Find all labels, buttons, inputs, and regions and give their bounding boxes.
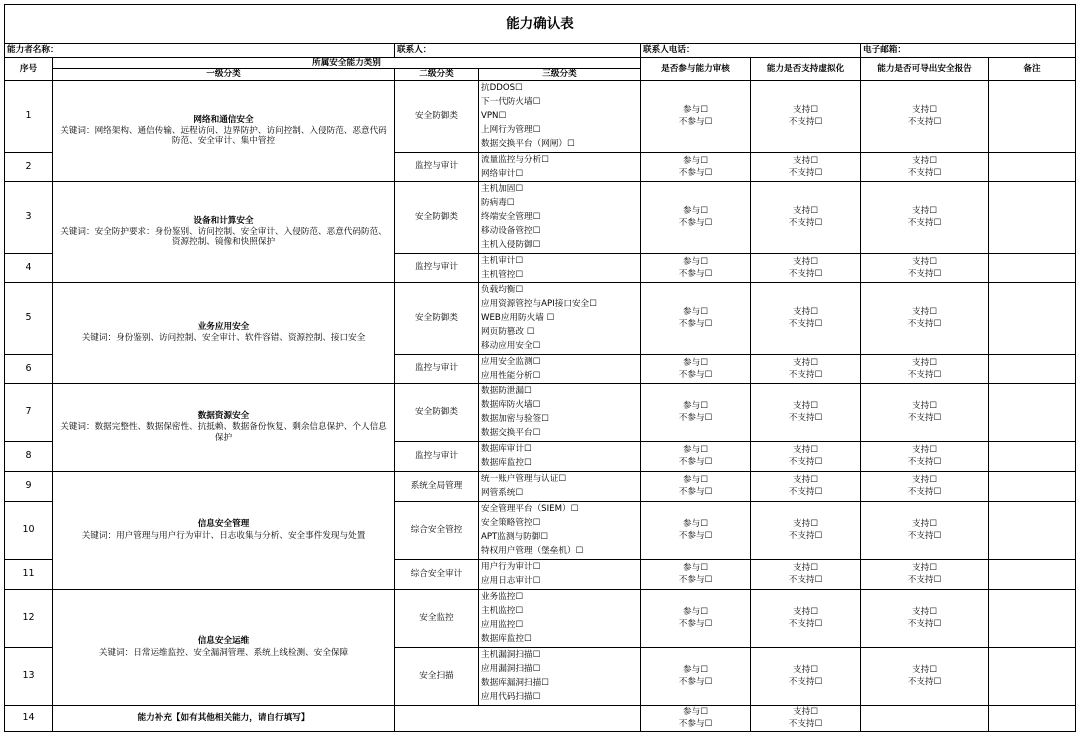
virtualize-cell-option-no[interactable]: 不支持☐ xyxy=(788,719,823,730)
category-level1 xyxy=(53,589,395,705)
participate-cell-option-no[interactable]: 不参与☐ xyxy=(678,319,713,330)
virtualize-cell-option-no[interactable]: 不支持☐ xyxy=(788,319,823,330)
remark-cell[interactable] xyxy=(989,705,1076,731)
level3-checkbox-item[interactable]: 数据防泄漏☐ xyxy=(481,386,532,397)
participate-cell-option-yes[interactable]: 参与☐ xyxy=(683,563,708,574)
level3-checkbox-item[interactable]: 应用监控☐ xyxy=(481,620,524,631)
remark-cell[interactable] xyxy=(989,354,1076,383)
category-level1 xyxy=(53,471,395,589)
virtualize-cell-option-no[interactable]: 不支持☐ xyxy=(788,117,823,128)
level3-checkbox-item[interactable]: 下一代防火墙☐ xyxy=(481,97,541,108)
participate-cell-option-no[interactable]: 不参与☐ xyxy=(678,575,713,586)
participate-cell-option-no[interactable]: 不参与☐ xyxy=(678,413,713,424)
form-title: 能力确认表 xyxy=(5,5,1076,44)
level3-checkbox-item[interactable]: 负载均衡☐ xyxy=(481,285,524,296)
virtualize-cell xyxy=(751,383,861,441)
remark-cell[interactable] xyxy=(989,80,1076,152)
category-level1 xyxy=(53,383,395,471)
row-seq: 12 xyxy=(5,589,53,647)
level3-checkbox-item[interactable]: 移动设备管控☐ xyxy=(481,226,541,237)
category-keywords: 关键词：身份鉴别、访问控制、安全审计、软件容错、资源控制、接口安全 xyxy=(81,333,366,344)
participate-cell-option-yes[interactable]: 参与☐ xyxy=(683,665,708,676)
level3-checkbox-item[interactable]: 网络审计☐ xyxy=(481,168,524,179)
virtualize-cell xyxy=(751,471,861,501)
level3-checkbox-item[interactable]: 终端安全管理☐ xyxy=(481,212,541,223)
level3-checkbox-item[interactable]: 主机加固☐ xyxy=(481,184,524,195)
category-level2: 安全防御类 xyxy=(395,282,479,354)
category-level2: 监控与审计 xyxy=(395,354,479,383)
remark-cell[interactable] xyxy=(989,589,1076,647)
table-row xyxy=(5,383,1076,441)
category-keywords: 关键词：网络架构、通信传输、远程访问、边界防护、访问控制、入侵防范、恶意代码防范、安全审计、集中管控 xyxy=(60,125,387,147)
participate-cell-option-no[interactable]: 不参与☐ xyxy=(678,457,713,468)
report-cell-option-no[interactable]: 不支持☐ xyxy=(907,677,942,688)
provider-name-field[interactable]: 能力者名称： xyxy=(5,44,395,58)
report-cell-option-no[interactable]: 不支持☐ xyxy=(907,487,942,498)
virtualize-cell xyxy=(751,501,861,559)
table-row xyxy=(5,282,1076,354)
virtualize-cell xyxy=(751,253,861,282)
participate-cell xyxy=(641,705,751,731)
report-cell-option-no[interactable]: 不支持☐ xyxy=(907,218,942,229)
level3-checkbox-item[interactable]: 业务监控☐ xyxy=(481,592,524,603)
level3-checkbox-item[interactable]: 主机入侵防御☐ xyxy=(481,240,541,251)
report-cell-option-yes[interactable]: 支持☐ xyxy=(912,357,937,368)
report-cell-option-yes[interactable]: 支持☐ xyxy=(912,155,937,166)
category-level3 xyxy=(479,282,641,354)
participate-cell-option-no[interactable]: 不参与☐ xyxy=(678,487,713,498)
category-level3 xyxy=(479,559,641,589)
level3-checkbox-item[interactable]: 安全策略管控☐ xyxy=(481,518,541,529)
participate-cell xyxy=(641,253,751,282)
report-cell-option-no[interactable]: 不支持☐ xyxy=(907,319,942,330)
report-cell-option-no[interactable]: 不支持☐ xyxy=(907,457,942,468)
participate-cell xyxy=(641,181,751,253)
contact-field[interactable]: 联系人： xyxy=(395,44,641,58)
report-cell xyxy=(861,647,989,705)
category-level1 xyxy=(53,181,395,282)
report-cell xyxy=(861,441,989,471)
level3-checkbox-item[interactable]: 网管系统☐ xyxy=(481,488,524,499)
participate-cell-option-yes[interactable]: 参与☐ xyxy=(683,475,708,486)
category-level3 xyxy=(479,80,641,152)
category-keywords: 关键词：日常运维监控、安全漏洞管理、系统上线检测、安全保障 xyxy=(98,647,349,658)
participate-cell xyxy=(641,471,751,501)
virtualize-cell-option-no[interactable]: 不支持☐ xyxy=(788,413,823,424)
row-seq: 11 xyxy=(5,559,53,589)
participate-cell-option-yes[interactable]: 参与☐ xyxy=(683,256,708,267)
participate-cell-option-no[interactable]: 不参与☐ xyxy=(678,619,713,630)
level3-checkbox-item[interactable]: 应用日志审计☐ xyxy=(481,576,541,587)
report-cell xyxy=(861,152,989,181)
row-seq: 10 xyxy=(5,501,53,559)
table-row xyxy=(5,705,1076,731)
category-name: 设备和计算安全 xyxy=(193,215,254,226)
virtualize-cell xyxy=(751,152,861,181)
virtualize-cell-option-yes[interactable]: 支持☐ xyxy=(793,401,818,412)
participate-cell xyxy=(641,559,751,589)
level3-checkbox-item[interactable]: 安全管理平台（SIEM）☐ xyxy=(481,504,579,515)
category-level3 xyxy=(479,501,641,559)
remark-cell[interactable] xyxy=(989,471,1076,501)
level3-checkbox-item[interactable]: 防病毒☐ xyxy=(481,198,515,209)
header-category-group: 所属安全能力类别 xyxy=(53,58,641,69)
remark-cell[interactable] xyxy=(989,441,1076,471)
report-cell-option-no[interactable]: 不支持☐ xyxy=(907,413,942,424)
participate-cell-option-yes[interactable]: 参与☐ xyxy=(683,357,708,368)
report-cell xyxy=(861,253,989,282)
participate-cell-option-yes[interactable]: 参与☐ xyxy=(683,607,708,618)
report-cell-option-no[interactable]: 不支持☐ xyxy=(907,117,942,128)
participate-cell xyxy=(641,152,751,181)
remark-cell[interactable] xyxy=(989,647,1076,705)
category-keywords: 关键词：安全防护要求：身份鉴别、访问控制、安全审计、入侵防范、恶意代码防范、资源控制、镜像和快照保护 xyxy=(60,226,387,248)
report-cell-option-yes[interactable]: 支持☐ xyxy=(912,607,937,618)
category-level2: 安全防御类 xyxy=(395,80,479,152)
participate-cell-option-yes[interactable]: 参与☐ xyxy=(683,206,708,217)
row-seq: 7 xyxy=(5,383,53,441)
virtualize-cell-option-no[interactable]: 不支持☐ xyxy=(788,619,823,630)
remark-cell[interactable] xyxy=(989,383,1076,441)
level3-checkbox-item[interactable]: 主机管控☐ xyxy=(481,269,524,280)
level3-checkbox-item[interactable]: 数据交换平台☐ xyxy=(481,428,541,439)
virtualize-cell-option-yes[interactable]: 支持☐ xyxy=(793,475,818,486)
level3-checkbox-item[interactable]: 流量监控与分析☐ xyxy=(481,154,549,165)
email-field[interactable]: 电子邮箱： xyxy=(861,44,1076,58)
row-seq: 9 xyxy=(5,471,53,501)
capability-supplement-label: 能力补充【如有其他相关能力，请自行填写】 xyxy=(53,705,395,731)
level3-checkbox-item[interactable]: 主机监控☐ xyxy=(481,606,524,617)
report-cell xyxy=(861,559,989,589)
level3-checkbox-item[interactable]: 数据库监控☐ xyxy=(481,634,532,645)
participate-cell-option-yes[interactable]: 参与☐ xyxy=(683,401,708,412)
capability-supplement-input[interactable] xyxy=(395,705,641,731)
row-seq: 3 xyxy=(5,181,53,253)
category-level2: 安全监控 xyxy=(395,589,479,647)
report-cell-option-yes[interactable]: 支持☐ xyxy=(912,105,937,116)
category-level2: 安全扫描 xyxy=(395,647,479,705)
report-cell[interactable] xyxy=(861,705,989,731)
report-cell xyxy=(861,589,989,647)
level3-checkbox-item[interactable]: 数据交换平台（网闸）☐ xyxy=(481,139,575,150)
category-level2: 监控与审计 xyxy=(395,253,479,282)
report-cell-option-no[interactable]: 不支持☐ xyxy=(907,531,942,542)
header-participate: 是否参与能力审核 xyxy=(641,58,751,81)
report-cell xyxy=(861,354,989,383)
virtualize-cell-option-yes[interactable]: 支持☐ xyxy=(793,707,818,718)
category-level3 xyxy=(479,253,641,282)
participate-cell-option-no[interactable]: 不参与☐ xyxy=(678,167,713,178)
level3-checkbox-item[interactable]: 用户行为审计☐ xyxy=(481,562,541,573)
remark-cell[interactable] xyxy=(989,559,1076,589)
virtualize-cell-option-yes[interactable]: 支持☐ xyxy=(793,665,818,676)
row-seq: 14 xyxy=(5,705,53,731)
header-level1: 一级分类 xyxy=(53,69,395,80)
level3-checkbox-item[interactable]: 应用安全监测☐ xyxy=(481,356,541,367)
virtualize-cell xyxy=(751,282,861,354)
level3-checkbox-item[interactable]: 上网行为管理☐ xyxy=(481,125,541,136)
participate-cell-option-yes[interactable]: 参与☐ xyxy=(683,519,708,530)
virtualize-cell-option-no[interactable]: 不支持☐ xyxy=(788,268,823,279)
participate-cell xyxy=(641,282,751,354)
level3-checkbox-item[interactable]: VPN☐ xyxy=(481,111,507,122)
category-level2: 综合安全管控 xyxy=(395,501,479,559)
virtualize-cell-option-no[interactable]: 不支持☐ xyxy=(788,677,823,688)
virtualize-cell xyxy=(751,354,861,383)
header-remark: 备注 xyxy=(989,58,1076,81)
report-cell-option-yes[interactable]: 支持☐ xyxy=(912,475,937,486)
header-level3: 三级分类 xyxy=(479,69,641,80)
level3-checkbox-item[interactable]: 数据加密与验签☐ xyxy=(481,414,549,425)
category-level3 xyxy=(479,383,641,441)
row-seq: 13 xyxy=(5,647,53,705)
level3-checkbox-item[interactable]: 移动应用安全☐ xyxy=(481,341,541,352)
virtualize-cell-option-yes[interactable]: 支持☐ xyxy=(793,445,818,456)
participate-cell-option-no[interactable]: 不参与☐ xyxy=(678,117,713,128)
level3-checkbox-item[interactable]: 网页防篡改 ☐ xyxy=(481,327,535,338)
virtualize-cell-option-yes[interactable]: 支持☐ xyxy=(793,105,818,116)
remark-cell[interactable] xyxy=(989,152,1076,181)
report-cell xyxy=(861,80,989,152)
participate-cell-option-yes[interactable]: 参与☐ xyxy=(683,707,708,718)
level3-checkbox-item[interactable]: 应用漏洞扫描☐ xyxy=(481,664,541,675)
row-seq: 4 xyxy=(5,253,53,282)
report-cell-option-yes[interactable]: 支持☐ xyxy=(912,519,937,530)
virtualize-cell xyxy=(751,647,861,705)
category-name: 网络和通信安全 xyxy=(193,114,254,125)
virtualize-cell-option-yes[interactable]: 支持☐ xyxy=(793,206,818,217)
virtualize-cell-option-yes[interactable]: 支持☐ xyxy=(793,563,818,574)
level3-checkbox-item[interactable]: 数据库漏洞扫描☐ xyxy=(481,678,549,689)
table-row xyxy=(5,181,1076,253)
report-cell xyxy=(861,501,989,559)
participate-cell xyxy=(641,354,751,383)
participate-cell-option-no[interactable]: 不参与☐ xyxy=(678,531,713,542)
virtualize-cell-option-no[interactable]: 不支持☐ xyxy=(788,167,823,178)
category-keywords: 关键词：用户管理与用户行为审计、日志收集与分析、安全事件发现与处置 xyxy=(81,530,366,541)
category-name: 信息安全管理 xyxy=(197,519,250,530)
category-level2: 安全防御类 xyxy=(395,181,479,253)
report-cell-option-yes[interactable]: 支持☐ xyxy=(912,307,937,318)
level3-checkbox-item[interactable]: 应用资源管控与API接口安全☐ xyxy=(481,299,597,310)
virtualize-cell-option-no[interactable]: 不支持☐ xyxy=(788,487,823,498)
report-cell-option-no[interactable]: 不支持☐ xyxy=(907,619,942,630)
participate-cell xyxy=(641,589,751,647)
row-seq: 8 xyxy=(5,441,53,471)
category-keywords: 关键词：数据完整性、数据保密性、抗抵赖、数据备份恢复、剩余信息保护、个人信息保护 xyxy=(60,422,387,443)
level3-checkbox-item[interactable]: 数据库审计☐ xyxy=(481,444,532,455)
header-report: 能力是否可导出安全报告 xyxy=(861,58,989,81)
participate-cell xyxy=(641,441,751,471)
header-level2: 二级分类 xyxy=(395,69,479,80)
level3-checkbox-item[interactable]: 主机漏洞扫描☐ xyxy=(481,650,541,661)
category-level3 xyxy=(479,589,641,647)
level3-checkbox-item[interactable]: 抗DDOS☐ xyxy=(481,83,523,94)
participate-cell-option-no[interactable]: 不参与☐ xyxy=(678,369,713,380)
level3-checkbox-item[interactable]: 统一账户管理与认证☐ xyxy=(481,474,567,485)
participate-cell-option-no[interactable]: 不参与☐ xyxy=(678,268,713,279)
remark-cell[interactable] xyxy=(989,501,1076,559)
category-level3 xyxy=(479,441,641,471)
virtualize-cell-option-yes[interactable]: 支持☐ xyxy=(793,607,818,618)
form-table xyxy=(4,4,1076,732)
remark-cell[interactable] xyxy=(989,282,1076,354)
category-name: 数据资源安全 xyxy=(197,411,250,422)
level3-checkbox-item[interactable]: 数据库监控☐ xyxy=(481,458,532,469)
category-name: 信息安全运维 xyxy=(197,636,250,647)
report-cell-option-yes[interactable]: 支持☐ xyxy=(912,401,937,412)
table-row xyxy=(5,589,1076,647)
row-seq: 5 xyxy=(5,282,53,354)
level3-checkbox-item[interactable]: 主机审计☐ xyxy=(481,255,524,266)
capability-confirmation-form xyxy=(4,4,1075,732)
virtualize-cell-option-yes[interactable]: 支持☐ xyxy=(793,307,818,318)
virtualize-cell xyxy=(751,589,861,647)
report-cell-option-yes[interactable]: 支持☐ xyxy=(912,563,937,574)
form-body xyxy=(5,80,1076,731)
virtualize-cell-option-no[interactable]: 不支持☐ xyxy=(788,457,823,468)
virtualize-cell-option-yes[interactable]: 支持☐ xyxy=(793,155,818,166)
report-cell xyxy=(861,181,989,253)
report-cell xyxy=(861,471,989,501)
category-level3 xyxy=(479,181,641,253)
table-row xyxy=(5,80,1076,152)
row-seq: 1 xyxy=(5,80,53,152)
virtualize-cell-option-yes[interactable]: 支持☐ xyxy=(793,256,818,267)
header-seq: 序号 xyxy=(5,58,53,81)
report-cell xyxy=(861,282,989,354)
participate-cell xyxy=(641,80,751,152)
level3-checkbox-item[interactable]: 应用性能分析☐ xyxy=(481,370,541,381)
report-cell-option-no[interactable]: 不支持☐ xyxy=(907,167,942,178)
virtualize-cell-option-yes[interactable]: 支持☐ xyxy=(793,519,818,530)
category-level3 xyxy=(479,354,641,383)
level3-checkbox-item[interactable]: APT监测与防御☐ xyxy=(481,532,548,543)
participate-cell-option-yes[interactable]: 参与☐ xyxy=(683,105,708,116)
category-level2: 监控与审计 xyxy=(395,441,479,471)
category-level2: 综合安全审计 xyxy=(395,559,479,589)
virtualize-cell-option-no[interactable]: 不支持☐ xyxy=(788,218,823,229)
category-level1 xyxy=(53,80,395,181)
remark-cell[interactable] xyxy=(989,253,1076,282)
virtualize-cell-option-no[interactable]: 不支持☐ xyxy=(788,575,823,586)
category-level1 xyxy=(53,282,395,383)
participate-cell-option-no[interactable]: 不参与☐ xyxy=(678,677,713,688)
row-seq: 2 xyxy=(5,152,53,181)
report-cell-option-yes[interactable]: 支持☐ xyxy=(912,445,937,456)
participate-cell xyxy=(641,501,751,559)
virtualize-cell-option-yes[interactable]: 支持☐ xyxy=(793,357,818,368)
level3-checkbox-item[interactable]: 特权用户管理（堡垒机）☐ xyxy=(481,546,584,557)
report-cell-option-yes[interactable]: 支持☐ xyxy=(912,665,937,676)
virtualize-cell xyxy=(751,80,861,152)
participate-cell-option-yes[interactable]: 参与☐ xyxy=(683,445,708,456)
virtualize-cell xyxy=(751,441,861,471)
level3-checkbox-item[interactable]: WEB应用防火墙 ☐ xyxy=(481,313,555,324)
virtualize-cell-option-no[interactable]: 不支持☐ xyxy=(788,531,823,542)
participate-cell xyxy=(641,383,751,441)
virtualize-cell-option-no[interactable]: 不支持☐ xyxy=(788,369,823,380)
virtualize-cell xyxy=(751,559,861,589)
category-level3 xyxy=(479,471,641,501)
report-cell-option-yes[interactable]: 支持☐ xyxy=(912,256,937,267)
header-virtualize: 能力是否支持虚拟化 xyxy=(751,58,861,81)
virtualize-cell xyxy=(751,181,861,253)
category-level2: 系统全局管理 xyxy=(395,471,479,501)
row-seq: 6 xyxy=(5,354,53,383)
report-cell xyxy=(861,383,989,441)
level3-checkbox-item[interactable]: 应用代码扫描☐ xyxy=(481,692,541,703)
virtualize-cell xyxy=(751,705,861,731)
category-level3 xyxy=(479,152,641,181)
remark-cell[interactable] xyxy=(989,181,1076,253)
category-level2: 监控与审计 xyxy=(395,152,479,181)
table-row xyxy=(5,471,1076,501)
report-cell-option-no[interactable]: 不支持☐ xyxy=(907,268,942,279)
report-cell-option-no[interactable]: 不支持☐ xyxy=(907,575,942,586)
participate-cell-option-no[interactable]: 不参与☐ xyxy=(678,719,713,730)
level3-checkbox-item[interactable]: 数据库防火墙☐ xyxy=(481,400,541,411)
category-level3 xyxy=(479,647,641,705)
participate-cell-option-no[interactable]: 不参与☐ xyxy=(678,218,713,229)
participate-cell-option-yes[interactable]: 参与☐ xyxy=(683,307,708,318)
category-name: 业务应用安全 xyxy=(197,321,250,332)
report-cell-option-no[interactable]: 不支持☐ xyxy=(907,369,942,380)
report-cell-option-yes[interactable]: 支持☐ xyxy=(912,206,937,217)
participate-cell-option-yes[interactable]: 参与☐ xyxy=(683,155,708,166)
category-level2: 安全防御类 xyxy=(395,383,479,441)
participate-cell xyxy=(641,647,751,705)
contact-phone-field[interactable]: 联系人电话： xyxy=(641,44,861,58)
